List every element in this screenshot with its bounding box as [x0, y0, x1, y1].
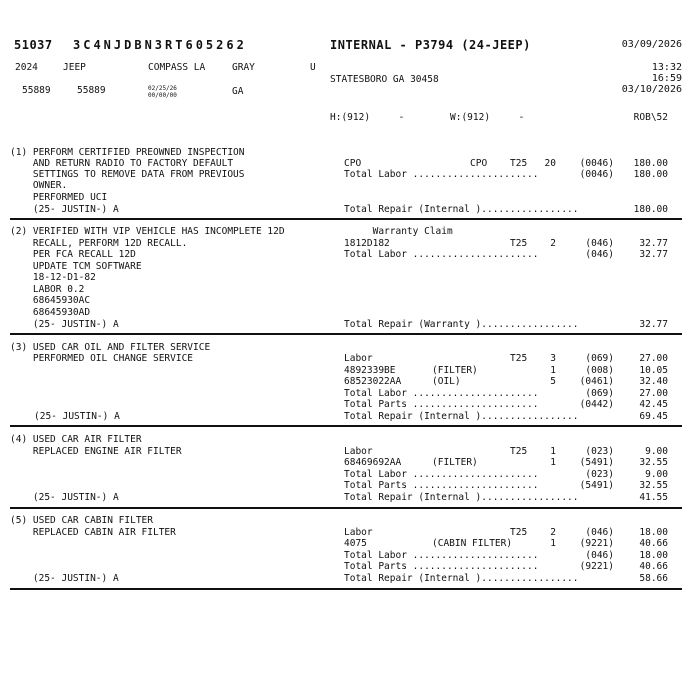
s4-labor-label: Labor: [344, 446, 373, 457]
s1-line-amount: 180.00: [633, 158, 668, 169]
s5-part1-qty: 1: [550, 538, 556, 549]
s1-line-tech: T25: [510, 158, 528, 169]
s3-part1-amount: 10.05: [639, 365, 668, 376]
section-1-desc-line-6: (25- JUSTIN-) A: [10, 204, 119, 215]
section-3-desc-line-2: PERFORMED OIL CHANGE SERVICE: [10, 353, 194, 364]
city-state-zip: STATESBORO GA 30458: [330, 74, 439, 85]
s4-part1-amount: 32.55: [639, 457, 668, 468]
section-3-desc-line-7: (25- JUSTIN-) A: [34, 411, 120, 422]
department-line: INTERNAL - P3794 (24-JEEP): [330, 38, 531, 52]
vehicle-make: JEEP: [63, 62, 86, 73]
work-phone: W:(912) -: [450, 112, 525, 123]
s3-part2-code: (0461): [579, 376, 614, 387]
s2-warranty-claim: Warranty Claim: [344, 226, 453, 237]
s3-total-labor-code: (069): [585, 388, 614, 399]
s5-labor-amount: 18.00: [639, 527, 668, 538]
s3-labor-label: Labor: [344, 353, 373, 364]
s5-part1-amount: 40.66: [639, 538, 668, 549]
s4-total-parts-code: (5491): [579, 480, 614, 491]
s5-total-repair-label: Total Repair (Internal ).................: [344, 573, 579, 584]
s3-part2-qty: 5: [550, 376, 556, 387]
s5-total-labor-amount: 18.00: [639, 550, 668, 561]
ro-number: 51037: [14, 38, 53, 52]
s4-part1-code: (5491): [579, 457, 614, 468]
section-divider: [10, 425, 682, 427]
s4-total-repair-label: Total Repair (Internal ).................: [344, 492, 579, 503]
s3-total-labor-amount: 27.00: [639, 388, 668, 399]
s3-labor-code: (069): [585, 353, 614, 364]
vehicle-color: GRAY: [232, 62, 255, 73]
s3-part1-desc: (FILTER): [432, 365, 478, 376]
s3-labor-amount: 27.00: [639, 353, 668, 364]
vehicle-code: U: [310, 62, 316, 73]
s1-line-code: (0046): [579, 158, 614, 169]
s1-line-qty: 20: [544, 158, 556, 169]
section-5-desc-line-5: (25- JUSTIN-) A: [10, 573, 119, 584]
section-2-desc-line-6: LABOR 0.2: [10, 284, 85, 295]
s5-part1-number: 4075: [344, 538, 367, 549]
s5-total-parts-label: Total Parts ......................: [344, 561, 539, 572]
s2-total-labor-amount: 32.77: [639, 249, 668, 260]
time-in: 13:32: [651, 62, 682, 73]
s4-labor-amount: 9.00: [645, 446, 668, 457]
section-2-desc-line-1: (2) VERIFIED WITH VIP VEHICLE HAS INCOMPLETE 12D: [10, 226, 285, 237]
section-4-desc-line-2: REPLACED ENGINE AIR FILTER: [10, 446, 182, 457]
advisor-code: ROB\52: [633, 112, 668, 123]
section-1-desc-line-5: PERFORMED UCI: [10, 192, 108, 203]
time-out: 16:59: [651, 73, 682, 84]
section-2-desc-line-7: 68645930AC: [10, 295, 91, 306]
s2-line-amount: 32.77: [639, 238, 668, 249]
s4-labor-code: (023): [585, 446, 614, 457]
s1-total-repair-amount: 180.00: [633, 204, 668, 215]
date-in: 03/09/2026: [621, 39, 682, 50]
section-4-desc-line-5: (25- JUSTIN-) A: [10, 492, 119, 503]
s3-total-parts-label: Total Parts ......................: [344, 399, 539, 410]
s3-total-labor-label: Total Labor ......................: [344, 388, 539, 399]
s2-total-repair-amount: 32.77: [639, 319, 668, 330]
s1-total-labor-label: Total Labor ......................: [344, 169, 539, 180]
s3-part1-number: 4892339BE: [344, 365, 396, 376]
section-divider: [10, 218, 682, 220]
section-3-desc-line-1: (3) USED CAR OIL AND FILTER SERVICE: [10, 342, 211, 353]
section-2-desc-line-8: 68645930AD: [10, 307, 91, 318]
s3-part2-number: 68523022AA: [344, 376, 402, 387]
s3-total-repair-label: Total Repair (Internal ).................: [344, 411, 579, 422]
s5-labor-qty: 2: [550, 527, 556, 538]
section-2-desc-line-5: 18-12-D1-82: [10, 272, 96, 283]
section-1-desc-line-4: OWNER.: [10, 180, 68, 191]
section-4-desc-line-1: (4) USED CAR AIR FILTER: [10, 434, 142, 445]
s5-part1-desc: (CABIN FILTER): [432, 538, 513, 549]
s2-line-label: 1812D182: [344, 238, 390, 249]
s3-total-parts-code: (0442): [579, 399, 614, 410]
s4-part1-qty: 1: [550, 457, 556, 468]
vin: 3C4NJDBN3RT605262: [73, 38, 247, 52]
home-phone: H:(912) -: [330, 112, 405, 123]
section-divider: [10, 507, 682, 509]
section-5-desc-line-2: REPLACED CABIN AIR FILTER: [10, 527, 176, 538]
s5-labor-label: Labor: [344, 527, 373, 538]
s3-part2-desc: (OIL): [432, 376, 461, 387]
small-date-a: 02/25/26: [148, 85, 177, 92]
s5-labor-code: (046): [585, 527, 614, 538]
s1-line-mid: CPO: [470, 158, 488, 169]
s1-line-label: CPO: [344, 158, 362, 169]
s4-labor-qty: 1: [550, 446, 556, 457]
s5-total-parts-amount: 40.66: [639, 561, 668, 572]
s3-part1-code: (008): [585, 365, 614, 376]
s3-total-parts-amount: 42.45: [639, 399, 668, 410]
small-date-b: 00/00/00: [148, 92, 177, 99]
section-divider: [10, 588, 682, 590]
stock-number-a: 55889: [22, 85, 51, 96]
section-2-desc-line-4: UPDATE TCM SOFTWARE: [10, 261, 142, 272]
s5-part1-code: (9221): [579, 538, 614, 549]
s4-total-repair-amount: 41.55: [639, 492, 668, 503]
s1-total-labor-code: (0046): [579, 169, 614, 180]
section-1-desc-line-2: AND RETURN RADIO TO FACTORY DEFAULT: [10, 158, 234, 169]
s4-total-parts-label: Total Parts ......................: [344, 480, 539, 491]
s1-total-labor-amount: 180.00: [633, 169, 668, 180]
s2-line-code: (046): [585, 238, 614, 249]
section-divider: [10, 333, 682, 335]
vehicle-year: 2024: [15, 62, 38, 73]
s3-total-repair-amount: 69.45: [639, 411, 668, 422]
s4-total-labor-code: (023): [585, 469, 614, 480]
section-1-desc-line-1: (1) PERFORM CERTIFIED PREOWNED INSPECTION: [10, 147, 245, 158]
s5-labor-tech: T25: [510, 527, 528, 538]
s5-total-labor-code: (046): [585, 550, 614, 561]
section-2-desc-line-2: RECALL, PERFORM 12D RECALL.: [10, 238, 188, 249]
section-2-desc-line-3: PER FCA RECALL 12D: [10, 249, 136, 260]
s1-total-repair-label: Total Repair (Internal ).................: [344, 204, 579, 215]
section-5-desc-line-1: (5) USED CAR CABIN FILTER: [10, 515, 153, 526]
s2-line-tech: T25: [510, 238, 528, 249]
section-1-desc-line-3: SETTINGS TO REMOVE DATA FROM PREVIOUS: [10, 169, 245, 180]
s3-part1-qty: 1: [550, 365, 556, 376]
s2-total-labor-code: (046): [585, 249, 614, 260]
s5-total-repair-amount: 58.66: [639, 573, 668, 584]
date-out: 03/10/2026: [621, 84, 682, 95]
s4-total-labor-label: Total Labor ......................: [344, 469, 539, 480]
s4-labor-tech: T25: [510, 446, 528, 457]
s3-part2-amount: 32.40: [639, 376, 668, 387]
s3-labor-tech: T25: [510, 353, 528, 364]
s5-total-parts-code: (9221): [579, 561, 614, 572]
state: GA: [232, 86, 244, 97]
section-2-desc-line-9: (25- JUSTIN-) A: [10, 319, 119, 330]
s5-total-labor-label: Total Labor ......................: [344, 550, 539, 561]
s4-part1-number: 68469692AA: [344, 457, 402, 468]
stock-number-b: 55889: [77, 85, 106, 96]
s2-line-qty: 2: [550, 238, 556, 249]
s4-total-labor-amount: 9.00: [645, 469, 668, 480]
s4-total-parts-amount: 32.55: [639, 480, 668, 491]
s2-total-repair-label: Total Repair (Warranty ).................: [344, 319, 579, 330]
s4-part1-desc: (FILTER): [432, 457, 478, 468]
s3-labor-qty: 3: [550, 353, 556, 364]
vehicle-model: COMPASS LA: [148, 62, 206, 73]
s2-total-labor-label: Total Labor ......................: [344, 249, 539, 260]
